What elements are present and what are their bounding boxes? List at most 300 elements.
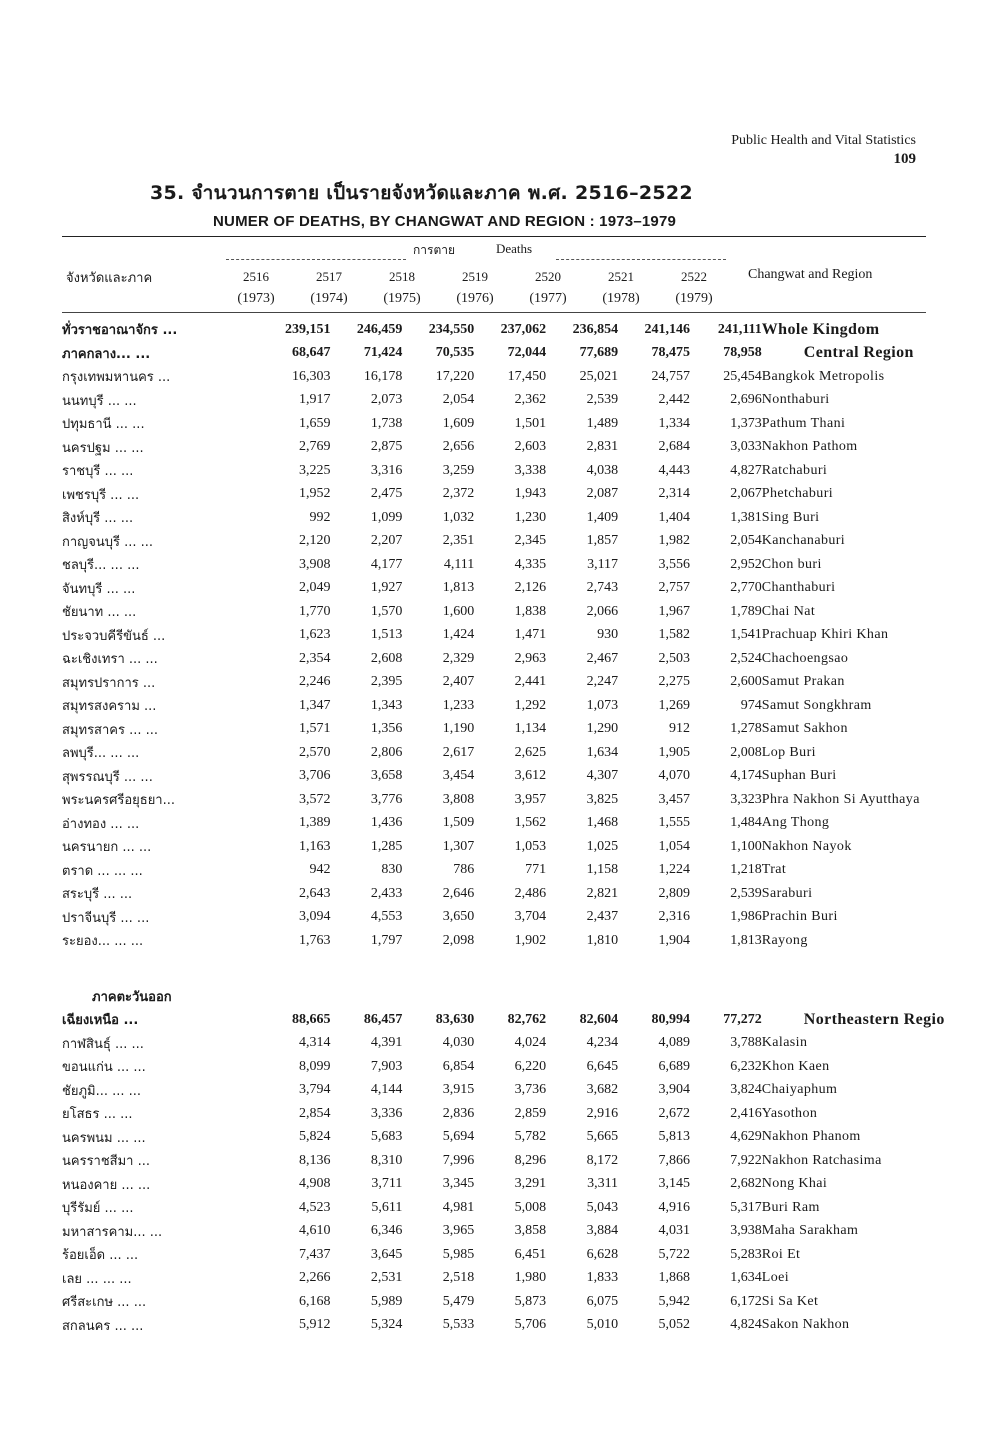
changwat-english: Kanchanaburi — [761, 533, 846, 549]
changwat-english: Ratchaburi — [761, 462, 828, 478]
region-label-row — [62, 985, 990, 1009]
deaths-value: 1,982 — [658, 533, 690, 549]
table-row — [62, 1267, 990, 1291]
deaths-value: 3,938 — [730, 1223, 762, 1239]
deaths-value: 6,220 — [514, 1058, 547, 1074]
deaths-value: 1,100 — [730, 838, 762, 854]
deaths-value: 4,177 — [370, 556, 403, 572]
deaths-value: 1,471 — [514, 627, 547, 643]
deaths-value: 5,782 — [514, 1129, 547, 1145]
deaths-value: 2,087 — [586, 486, 619, 502]
changwat-thai: ชลบุรี... ... ... — [62, 558, 140, 574]
changwat-thai: สกลนคร ... ... — [62, 1318, 144, 1334]
deaths-value: 3,711 — [371, 1176, 403, 1192]
deaths-value: 3,658 — [370, 768, 403, 784]
deaths-value: 2,770 — [730, 580, 762, 596]
deaths-value: 6,075 — [586, 1293, 619, 1309]
table-row — [62, 389, 990, 413]
deaths-value: 3,908 — [299, 556, 331, 572]
deaths-value: 2,437 — [586, 909, 619, 925]
table-row — [62, 906, 990, 930]
table-row — [62, 1220, 990, 1244]
deaths-value: 5,317 — [730, 1199, 762, 1215]
deaths-value: 2,351 — [442, 533, 475, 549]
deaths-value: 974 — [740, 697, 762, 713]
deaths-value: 942 — [309, 862, 331, 878]
deaths-value: 2,054 — [730, 533, 762, 549]
deaths-value: 1,541 — [730, 627, 762, 643]
changwat-english: Chanthaburi — [761, 580, 836, 596]
table-title-thai: 35. จำนวนการตาย เป็นรายจังหวัดและภาค พ.ศ. 2516–2522 — [150, 182, 693, 204]
deaths-value: 3,858 — [514, 1223, 547, 1239]
deaths-value: 1,813 — [730, 932, 762, 948]
changwat-english: Roi Et — [761, 1246, 801, 1262]
deaths-value: 237,062 — [500, 321, 547, 337]
changwat-english: Nong Khai — [761, 1176, 828, 1192]
changwat-english: Nakhon Ratchasima — [761, 1152, 882, 1168]
deaths-value: 4,174 — [730, 768, 762, 784]
deaths-value: 3,915 — [442, 1082, 475, 1098]
table-row — [62, 882, 990, 906]
deaths-value: 4,111 — [443, 556, 475, 572]
changwat-thai: มหาสารคาม... ... — [62, 1224, 163, 1240]
deaths-label-thai: การตาย — [413, 243, 456, 257]
changwat-thai: ชัยนาท ... ... — [62, 605, 137, 621]
deaths-value: 1,904 — [658, 932, 690, 948]
deaths-value: 3,454 — [442, 768, 475, 784]
changwat-thai: สมุทรสาคร ... ... — [62, 722, 159, 738]
deaths-value: 7,437 — [299, 1246, 331, 1262]
deaths-value: 4,234 — [586, 1035, 619, 1051]
deaths-value: 236,854 — [572, 321, 619, 337]
deaths-value: 2,952 — [730, 556, 762, 572]
deaths-value: 3,824 — [730, 1082, 762, 1098]
deaths-value: 2,531 — [370, 1270, 403, 1286]
changwat-thai: กรุงเทพมหานคร ... — [62, 370, 171, 386]
changwat-english: Whole Kingdom — [761, 320, 880, 338]
changwat-english: Lop Buri — [761, 744, 816, 760]
changwat-thai: จันทบุรี ... ... — [62, 581, 136, 597]
table-row — [62, 483, 990, 507]
changwat-thai: ระยอง... ... ... — [62, 934, 144, 950]
deaths-value: 1,163 — [299, 838, 331, 854]
changwat-thai: นครนายก ... ... — [62, 840, 152, 856]
deaths-value: 7,866 — [658, 1152, 690, 1168]
changwat-thai: ปทุมธานี ... ... — [62, 417, 145, 433]
table-row — [62, 624, 990, 648]
deaths-value: 1,054 — [658, 838, 690, 854]
table-row — [62, 1314, 990, 1338]
table-row — [62, 859, 990, 883]
table-row — [62, 1173, 990, 1197]
table-row — [62, 835, 990, 859]
changwat-thai: ศรีสะเกษ ... ... — [62, 1295, 147, 1311]
changwat-english: Si Sa Ket — [761, 1293, 819, 1309]
deaths-value: 4,523 — [299, 1199, 331, 1215]
deaths-value: 4,827 — [730, 462, 762, 478]
changwat-thai: ลพบุรี... ... ... — [62, 746, 140, 762]
changwat-english: Ang Thong — [761, 815, 830, 831]
deaths-value: 1,838 — [514, 603, 547, 619]
deaths-value: 1,833 — [586, 1270, 619, 1286]
deaths-value: 1,233 — [442, 697, 475, 713]
section-spacer — [62, 953, 990, 985]
changwat-english: Chai Nat — [761, 603, 816, 619]
deaths-value: 1,404 — [658, 509, 690, 525]
changwat-thai: เพชรบุรี ... ... — [62, 487, 140, 503]
deaths-value: 2,643 — [299, 885, 331, 901]
deaths-value: 3,336 — [370, 1105, 403, 1121]
changwat-thai: สิงห์บุรี ... ... — [62, 511, 134, 527]
deaths-value: 6,645 — [586, 1058, 619, 1074]
deaths-value: 4,144 — [370, 1082, 403, 1098]
changwat-english: Trat — [761, 862, 787, 878]
table-row — [62, 1032, 990, 1056]
deaths-value: 8,136 — [299, 1152, 331, 1168]
deaths-value: 1,025 — [586, 838, 619, 854]
deaths-value: 5,912 — [299, 1317, 331, 1333]
deaths-value: 1,373 — [730, 415, 762, 431]
deaths-value: 1,986 — [730, 909, 762, 925]
changwat-thai: สุพรรณบุรี ... ... — [62, 769, 153, 785]
deaths-value: 2,073 — [370, 392, 403, 408]
changwat-english: Phetchaburi — [761, 486, 834, 502]
deaths-value: 1,868 — [658, 1270, 690, 1286]
changwat-english: Sakon Nakhon — [761, 1317, 850, 1333]
changwat-thai: ราชบุรี ... ... — [62, 464, 134, 480]
changwat-english: Maha Sarakham — [761, 1223, 859, 1239]
deaths-value: 4,024 — [514, 1035, 547, 1051]
deaths-value: 2,362 — [514, 392, 547, 408]
deaths-value: 82,762 — [507, 1011, 547, 1027]
deaths-value: 6,232 — [730, 1058, 762, 1074]
year-header: 2518 (1975) — [383, 269, 421, 306]
table-row — [62, 765, 990, 789]
deaths-value: 16,178 — [363, 368, 403, 384]
deaths-value: 2,275 — [658, 674, 690, 690]
deaths-value: 3,645 — [370, 1246, 403, 1262]
deaths-value: 1,099 — [370, 509, 403, 525]
table-row — [62, 788, 990, 812]
deaths-value: 1,224 — [658, 862, 690, 878]
deaths-value: 3,706 — [299, 768, 331, 784]
deaths-value: 5,052 — [658, 1317, 690, 1333]
deaths-value: 2,682 — [730, 1176, 762, 1192]
deaths-value: 5,043 — [586, 1199, 619, 1215]
deaths-value: 2,345 — [514, 533, 547, 549]
deaths-value: 4,307 — [586, 768, 619, 784]
deaths-label-english: Deaths — [496, 241, 533, 256]
deaths-value: 786 — [453, 862, 475, 878]
deaths-value: 3,776 — [370, 791, 403, 807]
deaths-value: 1,073 — [586, 697, 619, 713]
year-header: 2522 (1979) — [675, 269, 713, 306]
deaths-value: 1,902 — [514, 932, 547, 948]
deaths-value: 7,922 — [730, 1152, 762, 1168]
deaths-value: 1,484 — [730, 815, 762, 831]
table-row — [62, 553, 990, 577]
deaths-value: 992 — [309, 509, 331, 525]
deaths-value: 2,246 — [299, 674, 331, 690]
northeast-label: ภาคตะวันออก — [92, 989, 172, 1005]
deaths-value: 4,610 — [299, 1223, 331, 1239]
changwat-thai: นครราชสีมา ... — [62, 1154, 151, 1170]
deaths-value: 2,049 — [299, 580, 331, 596]
deaths-value: 2,008 — [730, 744, 762, 760]
table-row — [62, 1290, 990, 1314]
deaths-value: 4,629 — [730, 1129, 762, 1145]
deaths-value: 3,682 — [586, 1082, 619, 1098]
changwat-thai: ตราด ... ... ... — [62, 863, 143, 879]
changwat-english: Loei — [761, 1270, 790, 1286]
deaths-value: 1,424 — [442, 627, 475, 643]
changwat-english: Yasothon — [761, 1105, 818, 1121]
deaths-value: 6,854 — [442, 1058, 475, 1074]
deaths-value: 3,094 — [299, 909, 331, 925]
deaths-value: 3,457 — [658, 791, 690, 807]
deaths-value: 5,873 — [514, 1293, 547, 1309]
deaths-value: 1,980 — [514, 1270, 547, 1286]
changwat-english: Nakhon Pathom — [761, 439, 858, 455]
changwat-english: Samut Songkhram — [761, 697, 872, 713]
deaths-value: 4,335 — [514, 556, 547, 572]
deaths-value: 24,757 — [651, 368, 690, 384]
changwat-english: Prachuap Khiri Khan — [761, 627, 889, 643]
deaths-value: 4,391 — [370, 1035, 403, 1051]
deaths-value: 5,989 — [370, 1293, 403, 1309]
deaths-value: 1,290 — [586, 721, 619, 737]
changwat-english: Central Region — [803, 344, 914, 362]
deaths-value: 2,656 — [442, 439, 475, 455]
deaths-value: 5,824 — [299, 1129, 331, 1145]
deaths-value: 2,126 — [514, 580, 547, 596]
deaths-value: 3,650 — [442, 909, 475, 925]
deaths-value: 2,372 — [442, 486, 475, 502]
deaths-value: 1,555 — [658, 815, 690, 831]
deaths-value: 2,600 — [730, 674, 762, 690]
deaths-value: 5,694 — [442, 1129, 475, 1145]
deaths-value: 6,451 — [514, 1246, 547, 1262]
deaths-value: 1,857 — [586, 533, 619, 549]
deaths-value: 5,283 — [730, 1246, 762, 1262]
running-header — [731, 131, 916, 169]
deaths-value: 1,053 — [514, 838, 547, 854]
changwat-english: Nakhon Nayok — [761, 838, 852, 854]
deaths-value: 1,032 — [442, 509, 475, 525]
deaths-value: 3,323 — [730, 791, 762, 807]
deaths-value: 4,916 — [658, 1199, 690, 1215]
deaths-value: 5,010 — [586, 1317, 619, 1333]
deaths-value: 88,665 — [292, 1011, 331, 1027]
changwat-english: Kalasin — [761, 1035, 808, 1051]
deaths-value: 8,310 — [370, 1152, 403, 1168]
changwat-thai: สระบุรี ... ... — [62, 887, 133, 903]
deaths-value: 3,957 — [514, 791, 547, 807]
deaths-value: 2,608 — [370, 650, 403, 666]
deaths-value: 2,066 — [586, 603, 619, 619]
deaths-value: 68,647 — [292, 345, 331, 361]
changwat-english: Buri Ram — [761, 1199, 820, 1215]
deaths-value: 5,008 — [514, 1199, 547, 1215]
changwat-english: Samut Prakan — [761, 674, 845, 690]
deaths-value: 8,296 — [514, 1152, 547, 1168]
deaths-value: 2,672 — [658, 1105, 690, 1121]
deaths-value: 2,503 — [658, 650, 690, 666]
deaths-value: 5,479 — [442, 1293, 475, 1309]
deaths-value: 3,612 — [514, 768, 547, 784]
deaths-value: 1,797 — [370, 932, 403, 948]
table-row — [62, 929, 990, 953]
deaths-value: 1,501 — [514, 415, 547, 431]
deaths-value: 241,146 — [644, 321, 690, 337]
deaths-value: 930 — [597, 627, 619, 643]
right-header: Changwat and Region — [748, 267, 873, 282]
year-header: 2516 (1973) — [237, 269, 275, 306]
deaths-value: 2,329 — [442, 650, 475, 666]
deaths-value: 1,381 — [730, 509, 762, 525]
deaths-value: 70,535 — [435, 345, 475, 361]
table-row — [62, 1243, 990, 1267]
deaths-value: 1,813 — [442, 580, 475, 596]
deaths-value: 2,617 — [442, 744, 475, 760]
deaths-value: 1,789 — [730, 603, 762, 619]
table-row — [62, 506, 990, 530]
deaths-value: 2,646 — [442, 885, 475, 901]
table-row — [62, 530, 990, 554]
deaths-value: 2,266 — [299, 1270, 331, 1286]
deaths-value: 7,996 — [442, 1152, 475, 1168]
changwat-thai: ทั่วราชอาณาจักร ... — [62, 323, 178, 339]
table-row — [62, 812, 990, 836]
deaths-value: 3,572 — [299, 791, 331, 807]
deaths-value: 1,356 — [370, 721, 403, 737]
table-title-english: NUMER OF DEATHS, BY CHANGWAT AND REGION : 1973–1979 — [213, 213, 677, 230]
deaths-value: 5,942 — [658, 1293, 690, 1309]
deaths-value: 1,158 — [586, 862, 619, 878]
deaths-table — [62, 318, 990, 1337]
deaths-value: 78,958 — [723, 345, 762, 361]
deaths-value: 5,533 — [442, 1317, 475, 1333]
deaths-value: 2,467 — [586, 650, 619, 666]
deaths-value: 2,603 — [514, 439, 547, 455]
deaths-value: 1,810 — [586, 932, 619, 948]
deaths-value: 1,634 — [586, 744, 619, 760]
deaths-value: 4,030 — [442, 1035, 475, 1051]
deaths-value: 6,168 — [299, 1293, 331, 1309]
changwat-english: Chachoengsao — [761, 650, 849, 666]
deaths-value: 3,145 — [658, 1176, 690, 1192]
table-row — [62, 741, 990, 765]
changwat-thai: บุรีรัมย์ ... ... — [62, 1201, 134, 1217]
changwat-thai: เลย ... ... ... — [62, 1271, 132, 1287]
table-row — [62, 436, 990, 460]
changwat-thai: เฉียงเหนือ ... — [62, 1013, 139, 1029]
changwat-english: Pathum Thani — [761, 415, 846, 431]
deaths-value: 2,806 — [370, 744, 403, 760]
deaths-value: 4,443 — [658, 462, 690, 478]
changwat-english: Samut Sakhon — [761, 721, 848, 737]
deaths-value: 2,475 — [370, 486, 403, 502]
year-header: 2521 (1978) — [602, 269, 640, 306]
deaths-value: 1,513 — [370, 627, 403, 643]
deaths-value: 25,454 — [723, 368, 762, 384]
changwat-thai: ยโสธร ... ... — [62, 1107, 133, 1123]
table-row — [62, 1079, 990, 1103]
table-row — [62, 1055, 990, 1079]
year-header: 2517 (1974) — [310, 269, 348, 306]
deaths-value: 1,307 — [442, 838, 475, 854]
deaths-value: 3,338 — [514, 462, 547, 478]
deaths-value: 6,689 — [658, 1058, 690, 1074]
header-rule — [62, 312, 926, 313]
deaths-value: 80,994 — [651, 1011, 690, 1027]
changwat-thai: สมุทรสงคราม ... — [62, 699, 157, 715]
deaths-value: 830 — [381, 862, 403, 878]
deaths-value: 3,788 — [730, 1035, 762, 1051]
deaths-value: 2,625 — [514, 744, 547, 760]
deaths-value: 1,967 — [658, 603, 690, 619]
deaths-value: 5,985 — [442, 1246, 475, 1262]
deaths-value: 2,067 — [730, 486, 762, 502]
changwat-english: Nakhon Phanom — [761, 1129, 861, 1145]
deaths-value: 241,111 — [717, 321, 762, 337]
deaths-value: 1,436 — [370, 815, 403, 831]
deaths-value: 3,345 — [442, 1176, 475, 1192]
deaths-value: 3,556 — [658, 556, 690, 572]
changwat-thai: อ่างทอง ... ... — [62, 816, 140, 832]
changwat-thai: สมุทรปราการ ... — [62, 675, 156, 691]
deaths-value: 1,927 — [370, 580, 403, 596]
deaths-value: 8,099 — [299, 1058, 331, 1074]
deaths-value: 3,316 — [370, 462, 403, 478]
deaths-value: 77,272 — [723, 1011, 762, 1027]
deaths-value: 771 — [525, 862, 547, 878]
table-row — [62, 1126, 990, 1150]
deaths-value: 2,743 — [586, 580, 619, 596]
deaths-value: 2,875 — [370, 439, 403, 455]
year-header: 2520 (1977) — [529, 269, 567, 306]
deaths-value: 4,824 — [730, 1317, 762, 1333]
deaths-value: 2,247 — [586, 674, 619, 690]
left-header: จังหวัดและภาค — [66, 271, 153, 286]
deaths-value: 4,981 — [442, 1199, 475, 1215]
deaths-value: 3,794 — [299, 1082, 331, 1098]
deaths-value: 1,230 — [514, 509, 547, 525]
deaths-value: 1,570 — [370, 603, 403, 619]
deaths-value: 1,623 — [299, 627, 331, 643]
section-title: Public Health and Vital Statistics — [731, 133, 916, 148]
deaths-value: 3,808 — [442, 791, 475, 807]
deaths-value: 1,943 — [514, 486, 547, 502]
table-row — [62, 718, 990, 742]
deaths-value: 2,441 — [514, 674, 547, 690]
deaths-value: 17,450 — [507, 368, 547, 384]
deaths-value: 1,269 — [658, 697, 690, 713]
table-row — [62, 342, 990, 366]
year-header: 2519 (1976) — [456, 269, 494, 306]
deaths-value: 1,952 — [299, 486, 331, 502]
deaths-value: 2,395 — [370, 674, 403, 690]
deaths-value: 5,324 — [370, 1317, 403, 1333]
deaths-value: 1,905 — [658, 744, 690, 760]
deaths-value: 5,813 — [658, 1129, 690, 1145]
changwat-english: Suphan Buri — [761, 768, 837, 784]
deaths-value: 3,311 — [587, 1176, 619, 1192]
deaths-value: 8,172 — [586, 1152, 619, 1168]
changwat-english: Nonthaburi — [761, 392, 830, 408]
deaths-value: 1,917 — [299, 392, 331, 408]
deaths-value: 5,722 — [658, 1246, 690, 1262]
